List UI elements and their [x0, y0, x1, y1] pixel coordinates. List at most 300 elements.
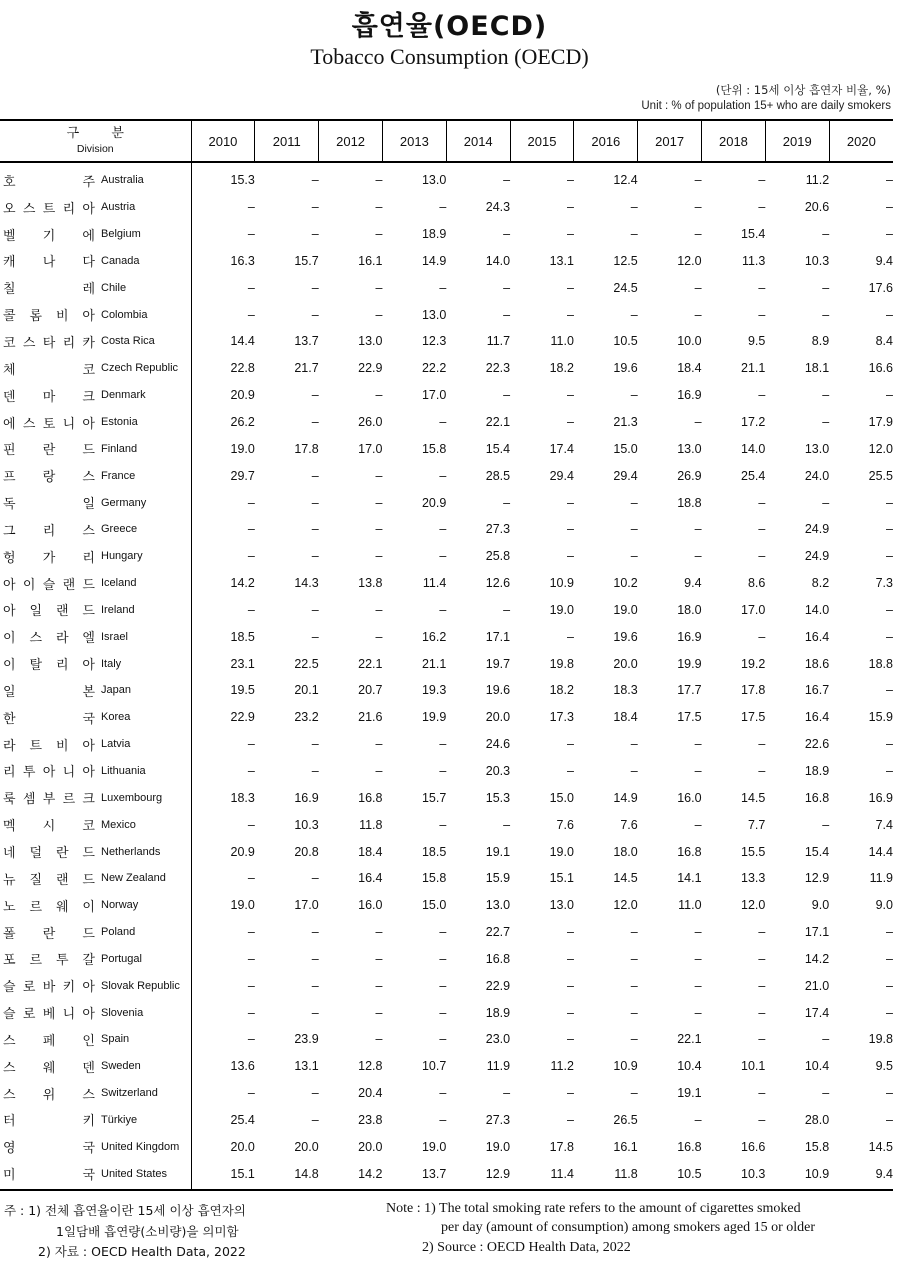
- value-cell: 16.1: [613, 1139, 638, 1154]
- value-cell: –: [886, 978, 893, 993]
- value-cell: –: [566, 495, 574, 510]
- value-cell: –: [886, 1086, 893, 1101]
- value-cell: –: [630, 495, 638, 510]
- value-cell: 15.8: [804, 1139, 830, 1154]
- value-cell: –: [311, 1112, 319, 1127]
- table-row: [0, 409, 893, 436]
- table-row: [0, 919, 893, 946]
- value-cell: 19.0: [421, 1139, 447, 1154]
- value-cell: –: [566, 1032, 574, 1047]
- country-name-ko: 리 투 아 니 아: [3, 765, 95, 781]
- country-name-ko: 뉴 질 랜 드: [3, 872, 95, 888]
- value-cell: 13.7: [294, 334, 319, 349]
- country-cell: [0, 999, 191, 1026]
- value-cell: –: [503, 227, 511, 242]
- value-cell: 22.8: [230, 361, 255, 376]
- value-cell: 17.0: [421, 388, 447, 403]
- value-cell: 22.5: [294, 656, 319, 671]
- value-cell: –: [503, 307, 511, 322]
- country-name-ko: 에 스 토 니 아: [3, 416, 95, 432]
- value-cell: 26.9: [677, 468, 702, 483]
- value-cell: –: [758, 763, 766, 778]
- value-cell: 10.1: [741, 1059, 766, 1074]
- value-cell: –: [247, 307, 255, 322]
- country-name-en: Czech Republic: [101, 362, 179, 375]
- value-cell: 11.9: [869, 871, 893, 886]
- value-cell: 13.7: [382, 1160, 446, 1190]
- value-cell: 14.5: [868, 1139, 893, 1154]
- country-name-ko: 체 코: [3, 362, 95, 378]
- table-row: [0, 865, 893, 892]
- value-cell: –: [247, 522, 255, 537]
- country-name-ko: 덴 마 크: [3, 389, 95, 405]
- value-cell: –: [247, 763, 255, 778]
- footnote-ko-1: 주 : 1) 전체 흡연율이란 15세 이상 흡연자의: [4, 1203, 246, 1218]
- value-cell: 22.7: [485, 925, 511, 940]
- country-name-en: Iceland: [101, 577, 137, 590]
- value-cell: 19.0: [549, 844, 574, 859]
- value-cell: 11.3: [741, 253, 766, 268]
- value-cell: –: [375, 549, 383, 564]
- country-name-en: Chile: [101, 281, 127, 294]
- value-cell: –: [375, 200, 383, 215]
- value-cell: 12.9: [446, 1160, 510, 1190]
- value-cell: –: [758, 737, 766, 752]
- value-cell: –: [694, 549, 702, 564]
- value-cell: 9.4: [684, 576, 702, 591]
- value-cell: 8.2: [811, 576, 830, 591]
- value-cell: 17.4: [549, 441, 574, 456]
- value-cell: 18.5: [230, 629, 255, 644]
- country-cell: [0, 1026, 191, 1053]
- year-header: 2015: [510, 120, 574, 162]
- country-cell: [0, 865, 191, 892]
- country-cell: [0, 677, 191, 704]
- value-cell: 15.0: [549, 790, 574, 805]
- value-cell: 18.2: [549, 361, 574, 376]
- value-cell: 19.7: [485, 656, 511, 671]
- value-cell: 22.9: [230, 710, 255, 725]
- value-cell: 21.3: [613, 415, 638, 430]
- value-cell: 13.0: [358, 334, 383, 349]
- value-cell: –: [439, 978, 447, 993]
- value-cell: –: [566, 522, 574, 537]
- unit-note-en: Unit : % of population 15+ who are daily smokers: [641, 100, 891, 112]
- value-cell: 10.9: [765, 1160, 829, 1190]
- value-cell: –: [375, 978, 383, 993]
- value-cell: 23.2: [294, 710, 319, 725]
- value-cell: 13.1: [294, 1059, 319, 1074]
- country-name-en: Israel: [101, 630, 128, 643]
- table-row: [0, 543, 893, 570]
- value-cell: –: [758, 200, 766, 215]
- value-cell: –: [247, 1086, 255, 1101]
- country-name-ko: 폴 란 드: [3, 926, 95, 942]
- value-cell: 15.8: [421, 871, 447, 886]
- table-body: [0, 162, 893, 1190]
- value-cell: –: [311, 200, 319, 215]
- value-cell: 17.5: [677, 710, 702, 725]
- value-cell: 16.8: [358, 790, 383, 805]
- value-cell: –: [694, 173, 702, 188]
- value-cell: 19.5: [230, 683, 255, 698]
- value-cell: –: [566, 227, 574, 242]
- value-cell: 19.6: [613, 629, 638, 644]
- value-cell: 16.9: [677, 629, 702, 644]
- country-name-en: Hungary: [101, 550, 143, 563]
- value-cell: 24.9: [804, 549, 830, 564]
- value-cell: 11.2: [805, 173, 830, 188]
- country-name-ko: 한 국: [3, 711, 95, 727]
- value-cell: 9.5: [875, 1059, 893, 1074]
- value-cell: 28.5: [485, 468, 511, 483]
- value-cell: –: [630, 200, 638, 215]
- country-cell: [0, 758, 191, 785]
- value-cell: 20.8: [294, 844, 319, 859]
- value-cell: 24.5: [613, 280, 638, 295]
- value-cell: 22.2: [421, 361, 447, 376]
- value-cell: 19.0: [485, 1139, 511, 1154]
- value-cell: 25.8: [485, 549, 511, 564]
- table-row: [0, 892, 893, 919]
- value-cell: 10.5: [613, 334, 638, 349]
- value-cell: –: [758, 1005, 766, 1020]
- country-name-en: United States: [101, 1167, 168, 1180]
- value-cell: 29.4: [549, 468, 574, 483]
- value-cell: 12.5: [613, 253, 638, 268]
- country-cell: [0, 570, 191, 597]
- country-name-en: United Kingdom: [101, 1140, 180, 1153]
- value-cell: 15.4: [485, 441, 511, 456]
- country-cell: [0, 274, 191, 301]
- value-cell: 23.8: [358, 1112, 383, 1127]
- country-name-en: Denmark: [101, 389, 146, 402]
- country-cell: [0, 489, 191, 516]
- value-cell: 20.0: [294, 1139, 319, 1154]
- value-cell: –: [822, 1086, 830, 1101]
- value-cell: –: [247, 227, 255, 242]
- division-header: [0, 120, 191, 162]
- value-cell: 23.9: [294, 1032, 319, 1047]
- table-row: [0, 1133, 893, 1160]
- value-cell: –: [566, 1086, 574, 1101]
- value-cell: 16.6: [741, 1139, 766, 1154]
- value-cell: 11.8: [359, 817, 383, 832]
- value-cell: 10.3: [294, 817, 319, 832]
- table-row: [0, 784, 893, 811]
- value-cell: –: [694, 763, 702, 778]
- value-cell: 8.4: [875, 334, 893, 349]
- country-cell: [0, 435, 191, 462]
- value-cell: 13.0: [804, 441, 830, 456]
- value-cell: 16.4: [358, 871, 383, 886]
- country-cell: [0, 516, 191, 543]
- country-cell: [0, 597, 191, 624]
- value-cell: 19.9: [677, 656, 702, 671]
- value-cell: –: [822, 495, 830, 510]
- value-cell: –: [311, 978, 319, 993]
- value-cell: 18.0: [677, 602, 702, 617]
- value-cell: 14.0: [804, 602, 830, 617]
- value-cell: –: [886, 200, 893, 215]
- country-name-ko: 터 키: [3, 1114, 95, 1130]
- value-cell: 18.3: [613, 683, 638, 698]
- value-cell: –: [439, 415, 447, 430]
- year-header: 2012: [319, 120, 383, 162]
- value-cell: 19.8: [868, 1032, 893, 1047]
- country-name-en: Germany: [101, 496, 147, 509]
- country-name-en: Latvia: [101, 738, 131, 751]
- value-cell: –: [311, 737, 319, 752]
- country-cell: [0, 892, 191, 919]
- value-cell: 14.4: [230, 334, 255, 349]
- footnote-en-1: Note : 1) The total smoking rate refers to the amount of cigarettes smoked: [386, 1201, 801, 1216]
- value-cell: 19.1: [485, 844, 511, 859]
- value-cell: 18.5: [421, 844, 447, 859]
- value-cell: 17.1: [485, 629, 511, 644]
- value-cell: –: [311, 307, 319, 322]
- value-cell: 15.0: [613, 441, 638, 456]
- country-name-en: Switzerland: [101, 1087, 158, 1100]
- value-cell: 14.2: [230, 576, 255, 591]
- country-name-ko: 포 르 투 갈: [3, 953, 95, 969]
- value-cell: –: [822, 817, 830, 832]
- table-row: [0, 758, 893, 785]
- value-cell: –: [311, 415, 319, 430]
- country-name-en: Estonia: [101, 416, 138, 429]
- value-cell: –: [375, 173, 383, 188]
- value-cell: –: [375, 468, 383, 483]
- country-name-ko: 스 페 인: [3, 1033, 95, 1049]
- value-cell: 17.2: [741, 415, 766, 430]
- value-cell: 15.4: [804, 844, 830, 859]
- value-cell: 17.8: [549, 1139, 574, 1154]
- value-cell: –: [758, 495, 766, 510]
- division-header-en: Division: [76, 143, 114, 155]
- value-cell: 29.7: [230, 468, 255, 483]
- value-cell: 18.8: [868, 656, 893, 671]
- value-cell: 8.9: [811, 334, 830, 349]
- value-cell: 12.4: [613, 173, 638, 188]
- value-cell: –: [758, 925, 766, 940]
- value-cell: –: [886, 495, 893, 510]
- value-cell: 15.1: [191, 1160, 255, 1190]
- value-cell: 19.9: [421, 710, 447, 725]
- value-cell: –: [247, 200, 255, 215]
- footnote-ko-2: 1일담배 흡연량(소비량)을 의미함: [56, 1224, 239, 1239]
- country-cell: [0, 162, 191, 194]
- country-name-ko: 이 스 라 엘: [3, 631, 95, 647]
- value-cell: –: [375, 629, 383, 644]
- value-cell: –: [375, 307, 383, 322]
- value-cell: 17.8: [294, 441, 319, 456]
- country-name-ko: 독 일: [3, 497, 95, 513]
- value-cell: –: [566, 388, 574, 403]
- value-cell: 20.4: [358, 1086, 383, 1101]
- value-cell: 24.6: [485, 737, 511, 752]
- value-cell: 18.2: [549, 683, 574, 698]
- country-name-ko: 아 일 랜 드: [3, 604, 95, 620]
- value-cell: 16.4: [804, 710, 830, 725]
- value-cell: 20.3: [485, 763, 511, 778]
- value-cell: –: [886, 1005, 893, 1020]
- value-cell: –: [566, 415, 574, 430]
- country-name-en: Norway: [101, 899, 139, 912]
- value-cell: 16.8: [804, 790, 830, 805]
- country-cell: [0, 543, 191, 570]
- country-name-ko: 영 국: [3, 1141, 95, 1157]
- value-cell: –: [758, 978, 766, 993]
- table-header-row: [0, 120, 893, 162]
- value-cell: –: [439, 602, 447, 617]
- country-name-ko: 슬 로 바 키 아: [3, 980, 95, 996]
- value-cell: 20.9: [421, 495, 447, 510]
- value-cell: –: [439, 763, 447, 778]
- value-cell: 10.4: [677, 1059, 702, 1074]
- value-cell: –: [247, 925, 255, 940]
- value-cell: 18.4: [613, 710, 638, 725]
- year-header: 2017: [638, 120, 702, 162]
- value-cell: –: [694, 978, 702, 993]
- value-cell: 14.1: [677, 871, 702, 886]
- value-cell: 15.5: [741, 844, 766, 859]
- country-name-en: Portugal: [101, 952, 142, 965]
- value-cell: 17.7: [677, 683, 702, 698]
- value-cell: –: [247, 871, 255, 886]
- table-row: [0, 221, 893, 248]
- country-name-en: Slovenia: [101, 1006, 144, 1019]
- value-cell: 14.0: [741, 441, 766, 456]
- value-cell: 22.6: [804, 737, 830, 752]
- value-cell: 17.0: [294, 898, 319, 913]
- value-cell: –: [566, 737, 574, 752]
- value-cell: 17.5: [741, 710, 766, 725]
- value-cell: 17.0: [358, 441, 383, 456]
- value-cell: –: [758, 173, 766, 188]
- value-cell: 16.7: [804, 683, 830, 698]
- value-cell: –: [503, 280, 511, 295]
- value-cell: 12.6: [485, 576, 511, 591]
- country-cell: [0, 409, 191, 436]
- value-cell: 13.6: [230, 1059, 255, 1074]
- value-cell: 12.0: [677, 253, 702, 268]
- value-cell: –: [566, 951, 574, 966]
- value-cell: 16.8: [485, 951, 511, 966]
- value-cell: 20.0: [485, 710, 511, 725]
- page-subtitle: Tobacco Consumption (OECD): [310, 44, 589, 69]
- country-name-en: Mexico: [101, 818, 136, 831]
- country-cell: [0, 462, 191, 489]
- value-cell: 7.4: [875, 817, 893, 832]
- year-header: 2020: [829, 120, 893, 162]
- value-cell: 17.0: [741, 602, 766, 617]
- year-header: 2019: [765, 120, 829, 162]
- value-cell: 12.8: [358, 1059, 383, 1074]
- country-cell: [0, 248, 191, 275]
- value-cell: 11.2: [550, 1059, 574, 1074]
- value-cell: –: [375, 925, 383, 940]
- table-row: [0, 623, 893, 650]
- value-cell: –: [247, 495, 255, 510]
- value-cell: –: [311, 549, 319, 564]
- value-cell: –: [886, 683, 893, 698]
- country-cell: [0, 704, 191, 731]
- value-cell: 14.5: [613, 871, 638, 886]
- value-cell: 10.5: [638, 1160, 702, 1190]
- country-name-en: Austria: [101, 201, 136, 214]
- value-cell: –: [630, 388, 638, 403]
- country-name-en: Belgium: [101, 228, 141, 241]
- value-cell: 13.1: [549, 253, 574, 268]
- value-cell: 14.8: [255, 1160, 319, 1190]
- value-cell: –: [694, 280, 702, 295]
- value-cell: –: [311, 468, 319, 483]
- country-cell: [0, 1053, 191, 1080]
- value-cell: 11.0: [678, 898, 702, 913]
- value-cell: –: [566, 173, 574, 188]
- value-cell: –: [566, 1005, 574, 1020]
- country-name-ko: 노 르 웨 이: [3, 899, 95, 915]
- country-name-ko: 미 국: [3, 1168, 95, 1184]
- country-name-en: Finland: [101, 442, 138, 455]
- country-name-en: France: [101, 469, 136, 482]
- value-cell: –: [247, 549, 255, 564]
- country-name-ko: 스 위 스: [3, 1087, 95, 1103]
- value-cell: 18.0: [613, 844, 638, 859]
- value-cell: 24.3: [485, 200, 511, 215]
- value-cell: 24.0: [804, 468, 830, 483]
- value-cell: 13.3: [741, 871, 766, 886]
- table-row: [0, 677, 893, 704]
- division-header-ko: 구 분: [66, 126, 138, 141]
- value-cell: 15.7: [294, 253, 319, 268]
- footnote-en-3: 2) Source : OECD Health Data, 2022: [422, 1240, 631, 1255]
- value-cell: 17.9: [868, 415, 893, 430]
- country-name-en: Canada: [101, 254, 140, 267]
- value-cell: 10.4: [804, 1059, 830, 1074]
- table-row: [0, 328, 893, 355]
- value-cell: 18.4: [677, 361, 702, 376]
- value-cell: –: [439, 280, 447, 295]
- country-cell: [0, 194, 191, 221]
- value-cell: 12.0: [613, 898, 638, 913]
- table-row: [0, 355, 893, 382]
- value-cell: 26.2: [230, 415, 255, 430]
- value-cell: –: [311, 280, 319, 295]
- country-name-en: Ireland: [101, 603, 135, 616]
- country-cell: [0, 301, 191, 328]
- table-row: [0, 435, 893, 462]
- value-cell: –: [694, 1112, 702, 1127]
- table-row: [0, 516, 893, 543]
- country-name-ko: 호 주: [3, 174, 95, 190]
- value-cell: –: [694, 522, 702, 537]
- value-cell: –: [886, 951, 893, 966]
- country-cell: [0, 811, 191, 838]
- value-cell: 13.0: [549, 898, 574, 913]
- country-name-en: New Zealand: [101, 872, 166, 885]
- value-cell: –: [630, 1086, 638, 1101]
- value-cell: 15.3: [485, 790, 511, 805]
- value-cell: 14.9: [421, 253, 447, 268]
- country-name-ko: 슬 로 베 니 아: [3, 1007, 95, 1023]
- value-cell: 14.3: [294, 576, 319, 591]
- value-cell: –: [694, 817, 702, 832]
- value-cell: –: [694, 951, 702, 966]
- value-cell: 11.9: [486, 1059, 511, 1074]
- value-cell: –: [311, 1086, 319, 1101]
- table-row: [0, 731, 893, 758]
